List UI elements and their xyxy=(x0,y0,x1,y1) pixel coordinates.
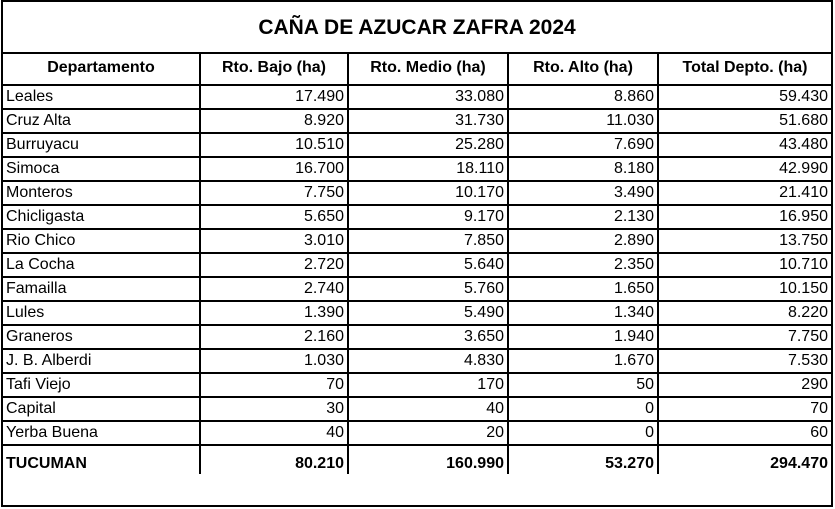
cell-departamento: Famailla xyxy=(3,277,200,301)
cell-rto-alto: 3.490 xyxy=(508,181,658,205)
total-medio: 160.990 xyxy=(348,445,508,474)
table-row xyxy=(3,301,831,325)
table-row xyxy=(3,85,831,109)
cell-rto-alto: 2.130 xyxy=(508,205,658,229)
cell-departamento: Monteros xyxy=(3,181,200,205)
table-title: CAÑA DE AZUCAR ZAFRA 2024 xyxy=(3,2,831,54)
table-row xyxy=(3,181,831,205)
total-name: TUCUMAN xyxy=(3,445,200,474)
cell-total-depto: 10.150 xyxy=(658,277,831,301)
cell-departamento: Chicligasta xyxy=(3,205,200,229)
cell-total-depto: 7.750 xyxy=(658,325,831,349)
cell-departamento: Leales xyxy=(3,85,200,109)
cell-rto-alto: 0 xyxy=(508,421,658,445)
cell-rto-bajo: 1.030 xyxy=(200,349,348,373)
cell-rto-alto: 11.030 xyxy=(508,109,658,133)
cell-rto-medio: 10.170 xyxy=(348,181,508,205)
cell-departamento: Graneros xyxy=(3,325,200,349)
table-row xyxy=(3,349,831,373)
header-total-depto: Total Depto. (ha) xyxy=(658,52,831,85)
cell-total-depto: 16.950 xyxy=(658,205,831,229)
cell-rto-alto: 8.860 xyxy=(508,85,658,109)
cell-rto-bajo: 16.700 xyxy=(200,157,348,181)
cell-rto-alto: 1.670 xyxy=(508,349,658,373)
cell-rto-medio: 3.650 xyxy=(348,325,508,349)
cell-rto-alto: 7.690 xyxy=(508,133,658,157)
table-row xyxy=(3,325,831,349)
cell-departamento: J. B. Alberdi xyxy=(3,349,200,373)
cell-departamento: Rio Chico xyxy=(3,229,200,253)
cell-total-depto: 70 xyxy=(658,397,831,421)
cell-total-depto: 43.480 xyxy=(658,133,831,157)
cell-rto-bajo: 2.720 xyxy=(200,253,348,277)
cell-total-depto: 42.990 xyxy=(658,157,831,181)
header-rto-bajo: Rto. Bajo (ha) xyxy=(200,52,348,85)
table-row xyxy=(3,421,831,445)
cell-rto-bajo: 5.650 xyxy=(200,205,348,229)
table-row xyxy=(3,229,831,253)
cell-rto-alto: 2.890 xyxy=(508,229,658,253)
cell-total-depto: 51.680 xyxy=(658,109,831,133)
cell-total-depto: 13.750 xyxy=(658,229,831,253)
cell-departamento: Tafi Viejo xyxy=(3,373,200,397)
cell-total-depto: 21.410 xyxy=(658,181,831,205)
table-row xyxy=(3,277,831,301)
cell-rto-medio: 25.280 xyxy=(348,133,508,157)
cell-rto-alto: 1.340 xyxy=(508,301,658,325)
total-alto: 53.270 xyxy=(508,445,658,474)
cell-rto-bajo: 17.490 xyxy=(200,85,348,109)
cell-rto-bajo: 10.510 xyxy=(200,133,348,157)
cell-rto-bajo: 40 xyxy=(200,421,348,445)
header-rto-medio: Rto. Medio (ha) xyxy=(348,52,508,85)
cell-rto-medio: 20 xyxy=(348,421,508,445)
cell-rto-medio: 5.760 xyxy=(348,277,508,301)
sugarcane-harvest-table-sheet xyxy=(1,0,833,507)
table-row xyxy=(3,133,831,157)
cell-rto-bajo: 1.390 xyxy=(200,301,348,325)
total-total: 294.470 xyxy=(658,445,831,474)
cell-rto-medio: 5.640 xyxy=(348,253,508,277)
cell-rto-alto: 8.180 xyxy=(508,157,658,181)
cell-rto-medio: 40 xyxy=(348,397,508,421)
table-row xyxy=(3,373,831,397)
harvest-table xyxy=(3,52,831,474)
cell-departamento: Lules xyxy=(3,301,200,325)
cell-total-depto: 10.710 xyxy=(658,253,831,277)
table-row xyxy=(3,253,831,277)
cell-rto-medio: 170 xyxy=(348,373,508,397)
cell-rto-bajo: 7.750 xyxy=(200,181,348,205)
cell-total-depto: 290 xyxy=(658,373,831,397)
cell-total-depto: 59.430 xyxy=(658,85,831,109)
cell-rto-medio: 33.080 xyxy=(348,85,508,109)
table-row xyxy=(3,397,831,421)
table-row xyxy=(3,205,831,229)
cell-rto-bajo: 70 xyxy=(200,373,348,397)
cell-rto-medio: 5.490 xyxy=(348,301,508,325)
cell-rto-bajo: 2.740 xyxy=(200,277,348,301)
cell-total-depto: 8.220 xyxy=(658,301,831,325)
cell-total-depto: 60 xyxy=(658,421,831,445)
cell-rto-bajo: 8.920 xyxy=(200,109,348,133)
cell-rto-alto: 50 xyxy=(508,373,658,397)
cell-rto-alto: 1.940 xyxy=(508,325,658,349)
table-row xyxy=(3,109,831,133)
cell-rto-alto: 1.650 xyxy=(508,277,658,301)
total-row xyxy=(3,445,831,474)
cell-rto-medio: 18.110 xyxy=(348,157,508,181)
cell-departamento: Burruyacu xyxy=(3,133,200,157)
header-rto-alto: Rto. Alto (ha) xyxy=(508,52,658,85)
cell-rto-medio: 31.730 xyxy=(348,109,508,133)
cell-rto-medio: 4.830 xyxy=(348,349,508,373)
header-departamento: Departamento xyxy=(3,52,200,85)
table-row xyxy=(3,157,831,181)
cell-departamento: Cruz Alta xyxy=(3,109,200,133)
cell-rto-medio: 7.850 xyxy=(348,229,508,253)
cell-departamento: La Cocha xyxy=(3,253,200,277)
cell-rto-bajo: 2.160 xyxy=(200,325,348,349)
header-row xyxy=(3,52,831,85)
cell-rto-alto: 0 xyxy=(508,397,658,421)
cell-rto-bajo: 30 xyxy=(200,397,348,421)
total-bajo: 80.210 xyxy=(200,445,348,474)
cell-departamento: Capital xyxy=(3,397,200,421)
cell-departamento: Yerba Buena xyxy=(3,421,200,445)
cell-rto-medio: 9.170 xyxy=(348,205,508,229)
cell-total-depto: 7.530 xyxy=(658,349,831,373)
cell-rto-alto: 2.350 xyxy=(508,253,658,277)
cell-departamento: Simoca xyxy=(3,157,200,181)
cell-rto-bajo: 3.010 xyxy=(200,229,348,253)
